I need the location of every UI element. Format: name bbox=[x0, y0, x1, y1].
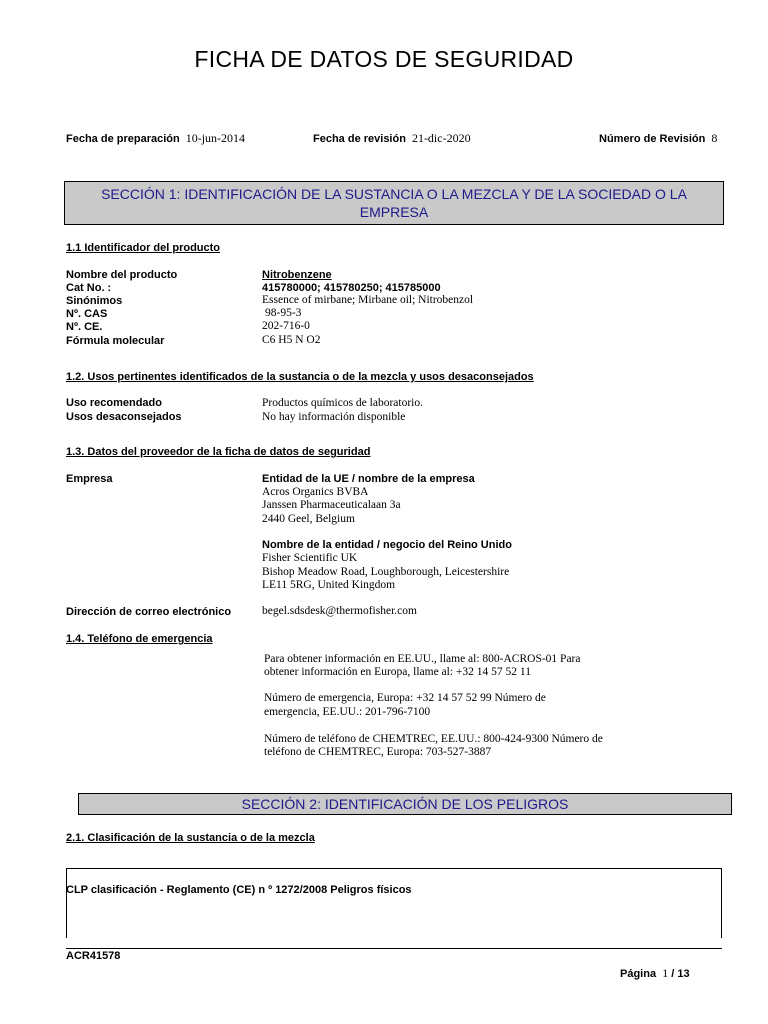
uk-address-line: Fisher Scientific UK bbox=[262, 552, 358, 564]
subsection-1-3-title: 1.3. Datos del proveedor de la ficha de datos de seguridad bbox=[66, 446, 371, 458]
eu-entity-heading: Entidad de la UE / nombre de la empresa bbox=[262, 473, 475, 485]
cat-no-value: 415780000; 415780250; 415785000 bbox=[262, 282, 441, 294]
preparation-date-value: 10-jun-2014 bbox=[185, 131, 246, 145]
subsection-1-2-title: 1.2. Usos pertinentes identificados de la sustancia o de la mezcla y usos desaconsejados bbox=[66, 371, 534, 383]
eu-address-line: 2440 Geel, Belgium bbox=[262, 513, 355, 525]
subsection-1-1-title: 1.1 Identificador del producto bbox=[66, 242, 221, 254]
emergency-line: obtener información en Europa, llame al: +32 14 57 52 11 bbox=[264, 666, 531, 678]
emergency-line: emergencia, EE.UU.: 201-796-7100 bbox=[264, 706, 431, 718]
cat-no-label: Cat No. : bbox=[66, 282, 112, 294]
clp-classification-box bbox=[66, 868, 722, 938]
emergency-line: Número de teléfono de CHEMTREC, EE.UU.: 800-424-9300 Número de bbox=[264, 733, 603, 745]
document-title: FICHA DE DATOS DE SEGURIDAD bbox=[194, 46, 574, 72]
cas-label: Nº. CAS bbox=[66, 308, 108, 320]
ce-value: 202-716-0 bbox=[262, 320, 310, 332]
clp-classification-text: CLP clasificación - Reglamento (CE) n º 1272/2008 Peligros físicos bbox=[66, 884, 412, 896]
discouraged-use-value: No hay información disponible bbox=[262, 411, 406, 423]
emergency-line: teléfono de CHEMTREC, Europa: 703-527-3887 bbox=[264, 746, 492, 758]
eu-address-line: Acros Organics BVBA bbox=[262, 486, 369, 498]
document-code: ACR41578 bbox=[66, 950, 121, 962]
ce-label: Nº. CE. bbox=[66, 321, 103, 333]
revision-number-label: Número de Revisión bbox=[599, 133, 706, 145]
footer-divider bbox=[66, 948, 722, 949]
company-label: Empresa bbox=[66, 473, 113, 485]
synonyms-label: Sinónimos bbox=[66, 295, 123, 307]
page-label: Página bbox=[620, 968, 657, 980]
revision-number-value: 8 bbox=[711, 131, 718, 145]
emergency-line: Para obtener información en EE.UU., llame al: 800-ACROS-01 Para bbox=[264, 653, 581, 665]
subsection-1-4-title: 1.4. Teléfono de emergencia bbox=[66, 633, 213, 645]
page-current: 1 bbox=[662, 966, 669, 980]
uk-address-line: Bishop Meadow Road, Loughborough, Leicestershire bbox=[262, 566, 510, 578]
discouraged-use-label: Usos desaconsejados bbox=[66, 411, 182, 423]
eu-address-line: Janssen Pharmaceuticalaan 3a bbox=[262, 499, 401, 511]
preparation-date-label: Fecha de preparación bbox=[66, 133, 180, 145]
page-indicator bbox=[620, 966, 690, 981]
revision-date-label: Fecha de revisión bbox=[313, 133, 406, 145]
product-name-label: Nombre del producto bbox=[66, 269, 178, 281]
subsection-2-1-title: 2.1. Clasificación de la sustancia o de la mezcla bbox=[66, 832, 315, 844]
synonyms-value: Essence of mirbane; Mirbane oil; Nitrobenzol bbox=[262, 294, 474, 306]
product-name-value: Nitrobenzene bbox=[262, 269, 332, 281]
page-total: / 13 bbox=[671, 968, 690, 980]
revision-date-value: 21-dic-2020 bbox=[411, 131, 471, 145]
formula-value: C6 H5 N O2 bbox=[262, 334, 321, 346]
uk-address-line: LE11 5RG, United Kingdom bbox=[262, 579, 396, 591]
section-1-heading-line1: SECCIÓN 1: IDENTIFICACIÓN DE LA SUSTANCIA O LA MEZCLA Y DE LA SOCIEDAD O LA bbox=[101, 186, 687, 202]
uk-entity-heading: Nombre de la entidad / negocio del Reino Unido bbox=[262, 539, 512, 551]
cas-value: 98-95-3 bbox=[265, 307, 302, 319]
recommended-use-label: Uso recomendado bbox=[66, 397, 162, 409]
preparation-date bbox=[66, 131, 245, 146]
revision-date bbox=[313, 131, 471, 146]
section-1-heading bbox=[64, 181, 724, 225]
formula-label: Fórmula molecular bbox=[66, 335, 165, 347]
revision-number bbox=[599, 131, 717, 146]
emergency-line: Número de emergencia, Europa: +32 14 57 52 99 Número de bbox=[264, 692, 546, 704]
section-2-heading: SECCIÓN 2: IDENTIFICACIÓN DE LOS PELIGROS bbox=[78, 793, 732, 815]
email-link[interactable]: begel.sdsdesk@thermofisher.com bbox=[262, 605, 417, 617]
email-label: Dirección de correo electrónico bbox=[66, 606, 232, 618]
section-1-heading-line2: EMPRESA bbox=[359, 204, 429, 220]
recommended-use-value: Productos químicos de laboratorio. bbox=[262, 397, 423, 409]
